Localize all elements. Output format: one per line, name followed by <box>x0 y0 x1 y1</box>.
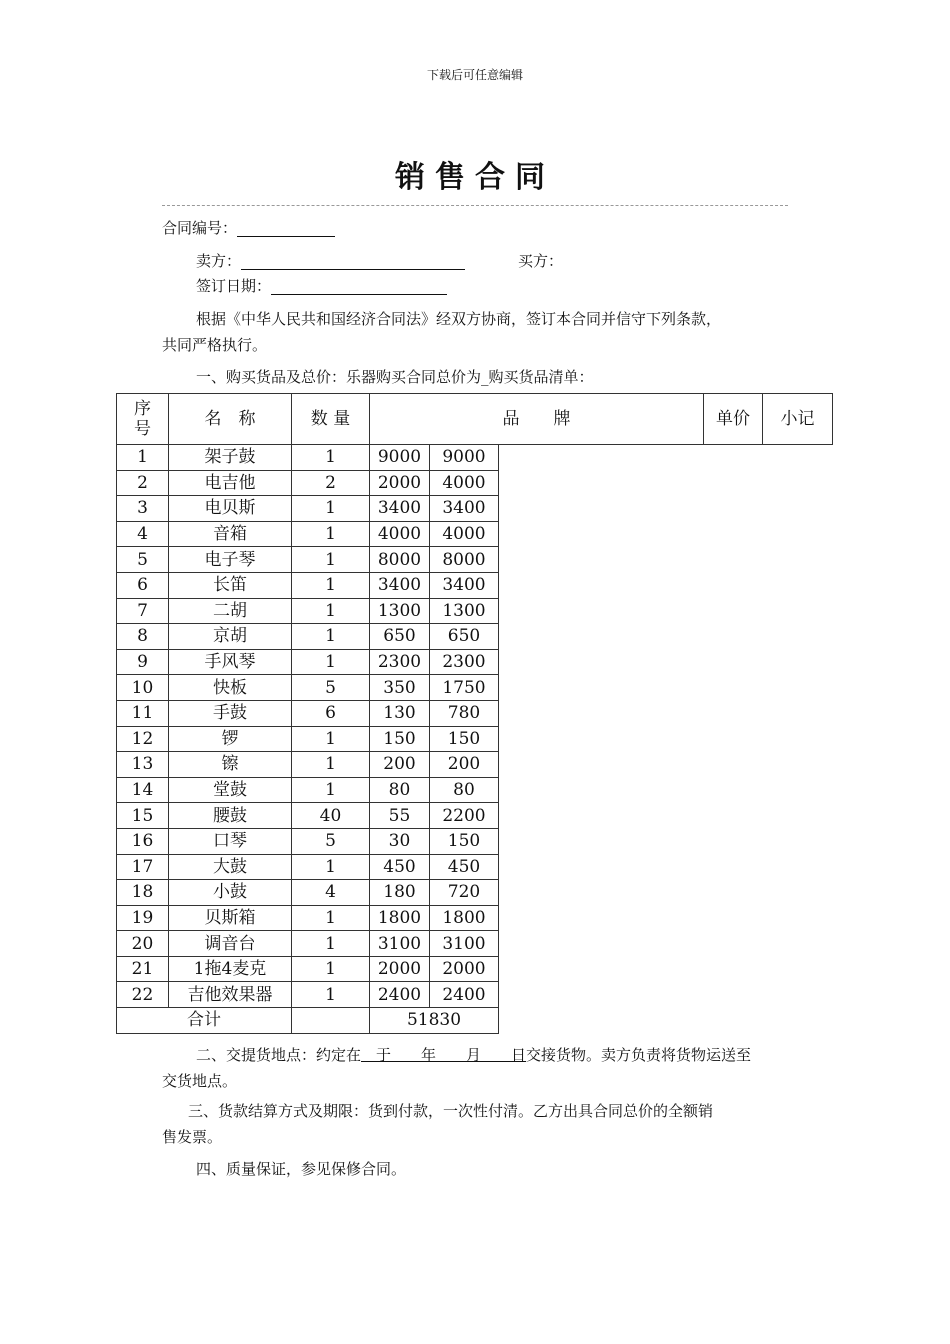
sign-date-label: 签订日期： <box>196 277 272 295</box>
cell-subtotal: 720 <box>430 880 499 906</box>
table-row <box>117 470 833 496</box>
total-value: 51830 <box>370 1008 499 1034</box>
cell-unit-price: 30 <box>370 828 430 854</box>
cell-name: 快板 <box>169 675 292 701</box>
cell-unit-price: 8000 <box>370 547 430 573</box>
cell-subtotal: 4000 <box>430 521 499 547</box>
cell-name: 口琴 <box>169 828 292 854</box>
table-row <box>117 675 833 701</box>
header-unit-price: 单价 <box>704 394 763 445</box>
table-row <box>117 803 833 829</box>
cell-qty: 40 <box>292 803 370 829</box>
cell-qty: 1 <box>292 649 370 675</box>
cell-seq: 19 <box>117 905 169 931</box>
buyer-label: 买方： <box>518 252 564 270</box>
table-row <box>117 547 833 573</box>
cell-subtotal: 2000 <box>430 956 499 982</box>
section-2-date-blank[interactable]: 于 年 月 日 <box>361 1046 527 1064</box>
cell-seq: 20 <box>117 931 169 957</box>
table-row <box>117 445 833 471</box>
cell-seq: 2 <box>117 470 169 496</box>
total-empty-cell <box>292 1008 370 1034</box>
header-name: 名 称 <box>169 394 292 445</box>
cell-subtotal: 1800 <box>430 905 499 931</box>
cell-name: 贝斯箱 <box>169 905 292 931</box>
cell-subtotal: 80 <box>430 777 499 803</box>
cell-seq: 9 <box>117 649 169 675</box>
cell-seq: 3 <box>117 496 169 522</box>
cell-seq: 4 <box>117 521 169 547</box>
cell-subtotal: 2400 <box>430 982 499 1008</box>
intro-line-1: 根据《中华人民共和国经济合同法》经双方协商，签订本合同并信守下列条款， <box>196 310 722 328</box>
cell-seq: 22 <box>117 982 169 1008</box>
intro-paragraph <box>162 306 792 358</box>
table-row <box>117 828 833 854</box>
document-title: 销售合同 <box>395 160 555 195</box>
cell-name: 锣 <box>169 726 292 752</box>
cell-unit-price: 80 <box>370 777 430 803</box>
cell-subtotal: 3400 <box>430 572 499 598</box>
cell-name: 架子鼓 <box>169 445 292 471</box>
cell-qty: 1 <box>292 752 370 778</box>
cell-name: 堂鼓 <box>169 777 292 803</box>
table-row <box>117 854 833 880</box>
cell-subtotal: 2200 <box>430 803 499 829</box>
cell-subtotal: 150 <box>430 828 499 854</box>
table-row <box>117 572 833 598</box>
cell-seq: 15 <box>117 803 169 829</box>
cell-unit-price: 2400 <box>370 982 430 1008</box>
header-brand: 品 牌 <box>370 394 704 445</box>
cell-qty: 1 <box>292 956 370 982</box>
total-row <box>117 1008 833 1034</box>
cell-name: 音箱 <box>169 521 292 547</box>
table-row <box>117 956 833 982</box>
total-label: 合计 <box>117 1008 292 1034</box>
table-row <box>117 752 833 778</box>
table-row <box>117 880 833 906</box>
cell-seq: 16 <box>117 828 169 854</box>
cell-seq: 8 <box>117 624 169 650</box>
table-row <box>117 598 833 624</box>
cell-qty: 1 <box>292 598 370 624</box>
cell-seq: 17 <box>117 854 169 880</box>
cell-qty: 1 <box>292 496 370 522</box>
cell-unit-price: 3100 <box>370 931 430 957</box>
cell-subtotal: 650 <box>430 624 499 650</box>
cell-seq: 13 <box>117 752 169 778</box>
table-row <box>117 496 833 522</box>
title-divider <box>162 205 788 206</box>
cell-unit-price: 3400 <box>370 496 430 522</box>
table-row <box>117 982 833 1008</box>
table-row <box>117 624 833 650</box>
cell-qty: 6 <box>292 700 370 726</box>
table-row <box>117 905 833 931</box>
cell-name: 大鼓 <box>169 854 292 880</box>
cell-seq: 10 <box>117 675 169 701</box>
contract-number-row <box>162 217 335 239</box>
cell-subtotal: 450 <box>430 854 499 880</box>
cell-qty: 1 <box>292 624 370 650</box>
section-2-line-2: 交货地点。 <box>162 1072 238 1090</box>
cell-seq: 1 <box>117 445 169 471</box>
cell-unit-price: 450 <box>370 854 430 880</box>
cell-name: 电贝斯 <box>169 496 292 522</box>
cell-name: 调音台 <box>169 931 292 957</box>
cell-unit-price: 4000 <box>370 521 430 547</box>
sign-date-field[interactable] <box>271 278 447 295</box>
cell-name: 手鼓 <box>169 700 292 726</box>
cell-subtotal: 780 <box>430 700 499 726</box>
section-4: 四、质量保证，参见保修合同。 <box>196 1160 407 1178</box>
table-row <box>117 649 833 675</box>
cell-unit-price: 650 <box>370 624 430 650</box>
cell-seq: 6 <box>117 572 169 598</box>
table-row <box>117 700 833 726</box>
header-subtotal: 小记 <box>763 394 833 445</box>
section-2-text-b: 交接货物。卖方负责将货物运送至 <box>526 1046 752 1064</box>
cell-unit-price: 150 <box>370 726 430 752</box>
table-row <box>117 931 833 957</box>
cell-unit-price: 9000 <box>370 445 430 471</box>
cell-subtotal: 4000 <box>430 470 499 496</box>
cell-qty: 1 <box>292 726 370 752</box>
section-1-heading: 一、购买货品及总价：乐器购买合同总价为_购买货品清单： <box>196 368 594 386</box>
cell-qty: 1 <box>292 777 370 803</box>
cell-name: 京胡 <box>169 624 292 650</box>
cell-seq: 5 <box>117 547 169 573</box>
cell-qty: 1 <box>292 521 370 547</box>
cell-name: 腰鼓 <box>169 803 292 829</box>
cell-qty: 4 <box>292 880 370 906</box>
cell-unit-price: 130 <box>370 700 430 726</box>
sign-date-row <box>196 275 447 297</box>
cell-unit-price: 200 <box>370 752 430 778</box>
cell-name: 手风琴 <box>169 649 292 675</box>
section-3-line-2: 售发票。 <box>162 1128 223 1146</box>
cell-name: 长笛 <box>169 572 292 598</box>
cell-qty: 1 <box>292 982 370 1008</box>
seller-field[interactable] <box>241 253 465 270</box>
cell-subtotal: 1300 <box>430 598 499 624</box>
cell-seq: 14 <box>117 777 169 803</box>
cell-unit-price: 2000 <box>370 956 430 982</box>
cell-seq: 12 <box>117 726 169 752</box>
cell-qty: 5 <box>292 828 370 854</box>
cell-seq: 11 <box>117 700 169 726</box>
section-2 <box>162 1042 802 1094</box>
header-note: 下载后可任意编辑 <box>426 68 523 82</box>
contract-number-label: 合同编号： <box>162 219 238 237</box>
buyer-row <box>518 250 563 272</box>
contract-number-field[interactable] <box>237 220 335 237</box>
cell-unit-price: 55 <box>370 803 430 829</box>
cell-qty: 1 <box>292 931 370 957</box>
header-qty: 数 量 <box>292 394 370 445</box>
seller-label: 卖方： <box>196 252 242 270</box>
cell-name: 电吉他 <box>169 470 292 496</box>
cell-name: 电子琴 <box>169 547 292 573</box>
cell-subtotal: 3400 <box>430 496 499 522</box>
cell-subtotal: 1750 <box>430 675 499 701</box>
section-2-text-a: 二、交提货地点：约定在 <box>196 1046 362 1064</box>
cell-subtotal: 200 <box>430 752 499 778</box>
cell-seq: 7 <box>117 598 169 624</box>
cell-qty: 5 <box>292 675 370 701</box>
cell-qty: 1 <box>292 445 370 471</box>
cell-qty: 1 <box>292 547 370 573</box>
cell-subtotal: 9000 <box>430 445 499 471</box>
header-seq: 序 号 <box>117 394 169 445</box>
cell-qty: 1 <box>292 854 370 880</box>
cell-unit-price: 1300 <box>370 598 430 624</box>
table-row <box>117 726 833 752</box>
cell-qty: 2 <box>292 470 370 496</box>
cell-seq: 18 <box>117 880 169 906</box>
cell-unit-price: 2300 <box>370 649 430 675</box>
section-3 <box>162 1098 802 1150</box>
cell-subtotal: 3100 <box>430 931 499 957</box>
cell-unit-price: 3400 <box>370 572 430 598</box>
seller-row <box>196 250 465 272</box>
cell-name: 小鼓 <box>169 880 292 906</box>
cell-unit-price: 1800 <box>370 905 430 931</box>
table-header-row <box>117 394 833 445</box>
cell-subtotal: 2300 <box>430 649 499 675</box>
cell-unit-price: 2000 <box>370 470 430 496</box>
cell-unit-price: 180 <box>370 880 430 906</box>
cell-name: 二胡 <box>169 598 292 624</box>
table-row <box>117 777 833 803</box>
cell-name: 吉他效果器 <box>169 982 292 1008</box>
cell-name: 1拖4麦克 <box>169 956 292 982</box>
cell-subtotal: 8000 <box>430 547 499 573</box>
cell-subtotal: 150 <box>430 726 499 752</box>
goods-table <box>116 393 833 1034</box>
cell-qty: 1 <box>292 572 370 598</box>
cell-seq: 21 <box>117 956 169 982</box>
intro-line-2: 共同严格执行。 <box>162 336 268 354</box>
cell-name: 镲 <box>169 752 292 778</box>
section-3-line-1: 三、货款结算方式及期限：货到付款，一次性付清。乙方出具合同总价的全额销 <box>188 1102 714 1120</box>
table-row <box>117 521 833 547</box>
cell-qty: 1 <box>292 905 370 931</box>
cell-unit-price: 350 <box>370 675 430 701</box>
